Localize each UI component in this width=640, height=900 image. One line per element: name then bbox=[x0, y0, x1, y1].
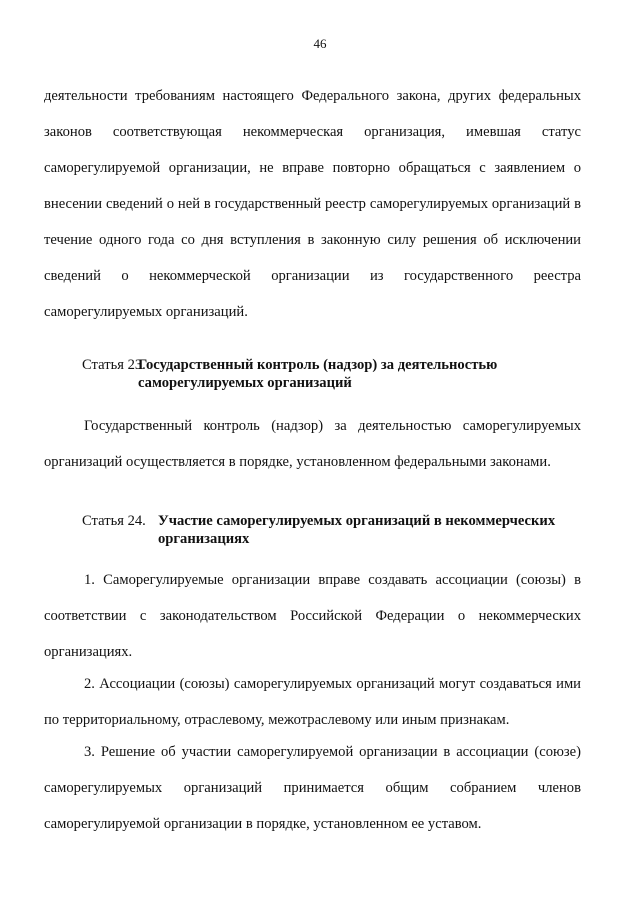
article-24-heading bbox=[82, 512, 582, 548]
page-number: 46 bbox=[313, 36, 327, 51]
paragraph-continuation: деятельности требованиям настоящего Федерального закона, других федеральных законов соответствующая некоммерческая организация, имевшая статус саморегулируемой организации, не вправе повторно обращаться с заявлением о внесении сведений о ней в государственный реестр саморегулируемых организаций в течение одного года со дня вступления в законную силу решения об исключении сведений о некоммерческой организации из государственного реестра саморегулируемых организаций. bbox=[44, 88, 581, 320]
article-24-item-2: 2. Ассоциации (союзы) саморегулируемых организаций могут создаваться ими по территориальному, отраслевому, межотраслевому или иным признакам. bbox=[44, 676, 581, 728]
article-23-text: Государственный контроль (надзор) за деятельностью саморегулируемых организаций осуществляется в порядке, установленном федеральными законами. bbox=[44, 418, 581, 470]
article-24-item-1: 1. Саморегулируемые организации вправе создавать ассоциации (союзы) в соответствии с законодательством Российской Федерации о некоммерческих организациях. bbox=[44, 572, 581, 660]
article-24-item-3: 3. Решение об участии саморегулируемой организации в ассоциации (союзе) саморегулируемых организаций принимается общим собранием членов саморегулируемой организации в порядке, установленном ее уставом. bbox=[44, 744, 581, 832]
article-23-heading bbox=[82, 356, 582, 392]
article-24-title: Участие саморегулируемых организаций в некоммерческих организациях bbox=[158, 513, 556, 547]
article-23-title: Государственный контроль (надзор) за деятельностью саморегулируемых организаций bbox=[138, 357, 498, 391]
article-23-number: Статья 23. bbox=[82, 357, 146, 373]
article-24-number: Статья 24. bbox=[82, 513, 146, 529]
